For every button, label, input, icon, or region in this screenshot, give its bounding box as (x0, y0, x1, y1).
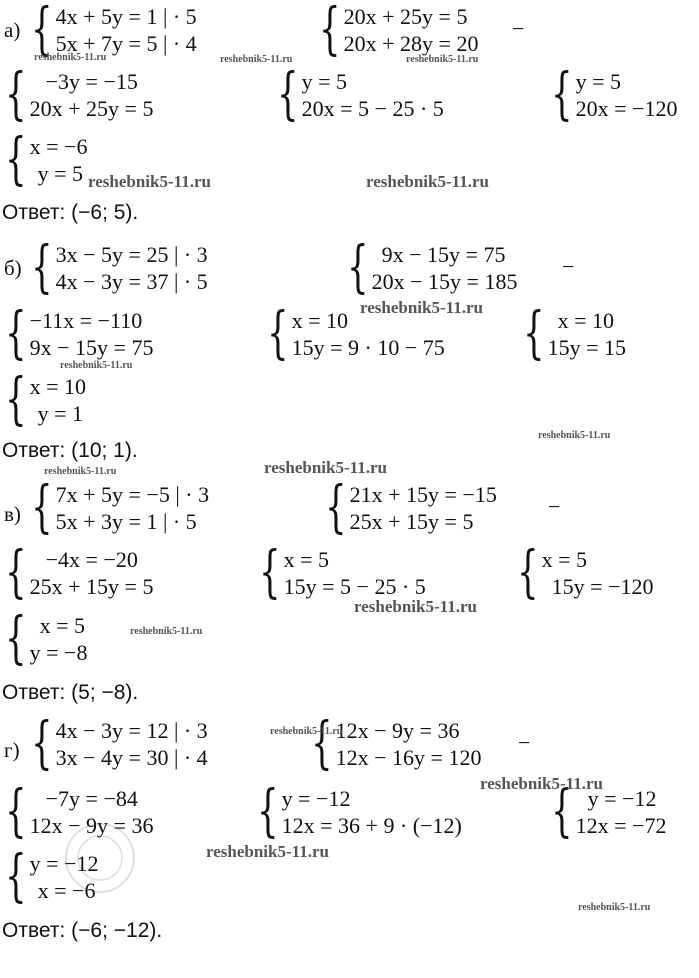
equation: 4x − 3y = 37 | · 5 (55, 269, 208, 294)
equation: x = −6 (29, 134, 88, 159)
equation: 12x − 16y = 120 (335, 745, 482, 770)
part-a-label: а) (4, 18, 21, 42)
equation: y = 5 (575, 69, 622, 94)
equation: 12x = 36 + 9 · (−12) (281, 813, 462, 838)
equation: 4x − 3y = 12 | · 3 (55, 718, 208, 743)
watermark: reshebnik5-11.ru (220, 54, 293, 65)
brace: { (267, 301, 289, 366)
equation: 5x + 3y = 1 | · 5 (55, 509, 197, 534)
equation: 9x − 15y = 75 (29, 335, 154, 360)
equation: 5x + 7y = 5 | · 4 (55, 31, 197, 56)
system (4, 606, 88, 671)
equation: 21x + 15y = −15 (349, 482, 497, 507)
equation: y = −12 (281, 786, 351, 811)
brace: { (5, 540, 27, 605)
system (30, 475, 210, 540)
minus-sign: − (548, 494, 561, 519)
equation: −4x = −20 (45, 547, 138, 572)
minus-sign: − (512, 16, 525, 41)
equation: −3y = −15 (45, 69, 138, 94)
watermark: reshebnik5-11.ru (130, 626, 203, 637)
brace: { (259, 540, 281, 605)
equation: −11x = −110 (29, 308, 143, 333)
brace: { (5, 62, 27, 127)
system (346, 235, 518, 300)
equation: x = 5 (541, 547, 588, 572)
system (4, 62, 154, 127)
brace: { (31, 235, 53, 300)
equation: 20x = 5 − 25 · 5 (301, 96, 444, 121)
system (30, 711, 208, 776)
answer: Ответ: (10; 1). (2, 439, 138, 462)
equation: y = −12 (29, 851, 99, 876)
watermark: reshebnik5-11.ru (60, 360, 133, 371)
watermark: reshebnik5-11.ru (88, 172, 211, 191)
brace: { (523, 301, 545, 366)
part-v-label: в) (4, 502, 21, 526)
brace: { (5, 301, 27, 366)
watermark: reshebnik5-11.ru (360, 298, 483, 317)
brace: { (277, 62, 299, 127)
brace: { (551, 62, 573, 127)
system (30, 235, 208, 300)
equation: 4x + 5y = 1 | · 5 (55, 4, 197, 29)
equation: y = −12 (587, 786, 657, 811)
watermark: reshebnik5-11.ru (206, 842, 329, 861)
equation: y = 5 (301, 69, 348, 94)
equation: x = 5 (39, 613, 86, 638)
answer: Ответ: (−6; −12). (2, 919, 163, 942)
equation: 20x − 15y = 185 (371, 269, 518, 294)
system (4, 540, 154, 605)
watermark: reshebnik5-11.ru (538, 430, 611, 441)
system (550, 62, 678, 127)
equation: x = −6 (37, 878, 96, 903)
equation: 25x + 15y = 5 (29, 574, 154, 599)
equation: 15y = 15 (547, 335, 627, 360)
equation: 20x + 25y = 5 (343, 4, 468, 29)
equation: 7x + 5y = −5 | · 3 (55, 482, 210, 507)
watermark: reshebnik5-11.ru (34, 52, 107, 63)
equation: x = 10 (29, 374, 87, 399)
brace: { (257, 779, 279, 844)
system (310, 711, 482, 776)
equation: 15y = −120 (551, 574, 654, 599)
system (30, 0, 197, 62)
equation: x = 10 (291, 308, 349, 333)
equation: 9x − 15y = 75 (381, 242, 506, 267)
equation: 20x + 25y = 5 (29, 96, 154, 121)
system (4, 127, 88, 192)
equation: x = 10 (557, 308, 615, 333)
equation: 12x − 9y = 36 (335, 718, 460, 743)
brace: { (5, 127, 27, 192)
system (516, 540, 654, 605)
equation: x = 5 (283, 547, 330, 572)
brace: { (5, 606, 27, 671)
system (4, 367, 87, 432)
brace: { (347, 235, 369, 300)
answer: Ответ: (5; −8). (2, 681, 139, 704)
brace: { (325, 475, 347, 540)
equation: 3x − 4y = 30 | · 4 (55, 745, 208, 770)
watermark: reshebnik5-11.ru (578, 902, 651, 913)
watermark: reshebnik5-11.ru (354, 597, 477, 616)
system (258, 540, 426, 605)
part-b-label: б) (4, 256, 22, 280)
equation: y = −8 (29, 640, 88, 665)
watermark: reshebnik5-11.ru (480, 774, 603, 793)
brace: { (31, 475, 53, 540)
equation: 25x + 15y = 5 (349, 509, 474, 534)
equation: −7y = −84 (45, 786, 138, 811)
watermark: reshebnik5-11.ru (366, 172, 489, 191)
brace: { (5, 844, 27, 909)
equation: 12x − 9y = 36 (29, 813, 154, 838)
equation: 15y = 9 · 10 − 75 (291, 335, 445, 360)
minus-sign: − (518, 730, 531, 755)
brace: { (551, 779, 573, 844)
answer: Ответ: (−6; 5). (2, 201, 139, 224)
equation: 15y = 5 − 25 · 5 (283, 574, 426, 599)
stamp-icon (60, 818, 140, 898)
part-g-label: г) (4, 738, 20, 762)
brace: { (319, 0, 341, 62)
equation: 3x − 5y = 25 | · 3 (55, 242, 208, 267)
equation: 20x + 28y = 20 (343, 31, 479, 56)
watermark: reshebnik5-11.ru (264, 458, 387, 477)
equation: 20x = −120 (575, 96, 678, 121)
brace: { (311, 711, 333, 776)
system (256, 779, 462, 844)
brace: { (5, 779, 27, 844)
brace: { (517, 540, 539, 605)
system (522, 301, 627, 366)
system (324, 475, 497, 540)
watermark: reshebnik5-11.ru (44, 466, 117, 477)
watermark: reshebnik5-11.ru (270, 726, 343, 737)
equation: y = 5 (37, 161, 84, 186)
equation: y = 1 (37, 401, 84, 426)
system (276, 62, 444, 127)
equation: 12x = −72 (575, 813, 667, 838)
brace: { (31, 711, 53, 776)
brace: { (5, 367, 27, 432)
minus-sign: − (562, 254, 575, 279)
watermark: reshebnik5-11.ru (406, 54, 479, 65)
brace: { (31, 0, 53, 62)
